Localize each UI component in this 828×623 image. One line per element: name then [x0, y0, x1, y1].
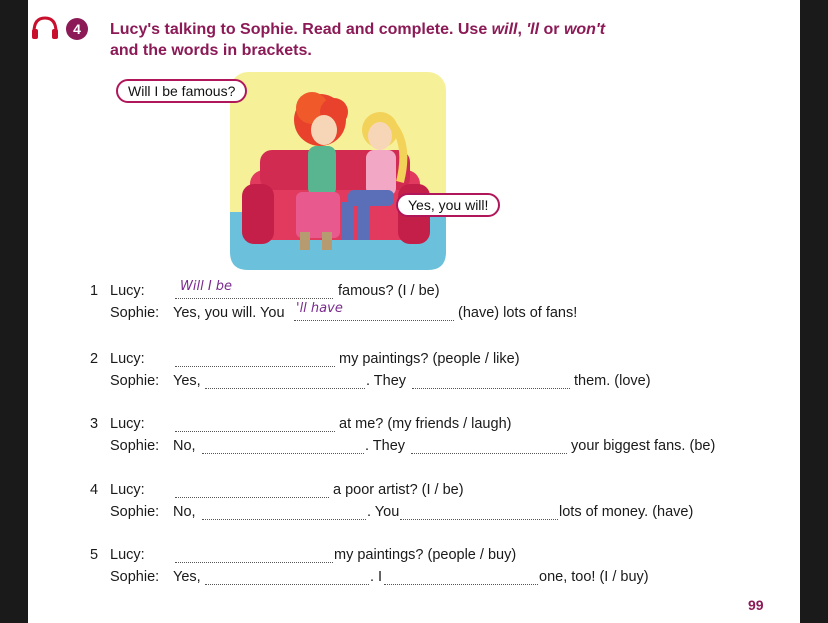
- answer-blank[interactable]: [384, 570, 538, 585]
- exercise-number: 4: [73, 21, 81, 37]
- item-number: 3: [90, 416, 99, 432]
- lucy-prompt: my paintings? (people / buy): [334, 547, 517, 563]
- lucy-prompt: a poor artist? (I / be): [333, 482, 464, 498]
- lucy-label: Lucy:: [110, 482, 145, 498]
- sophie-prompt: (have) lots of fans!: [458, 305, 578, 321]
- sophie-prompt: lots of money. (have): [559, 504, 694, 520]
- sophie-text: Yes,: [173, 373, 201, 389]
- answer-blank[interactable]: [175, 417, 335, 432]
- answer-blank[interactable]: [400, 505, 558, 520]
- item-number: 2: [90, 351, 99, 367]
- answer-blank[interactable]: [202, 439, 364, 454]
- sophie-text: Yes, you will. You: [173, 305, 285, 321]
- sophie-label: Sophie:: [110, 305, 160, 321]
- lucy-prompt: my paintings? (people / like): [339, 351, 520, 367]
- answer-blank[interactable]: [205, 374, 365, 389]
- filled-answer: Will I be: [180, 279, 233, 294]
- lucy-and-sophie-illustration: [230, 72, 446, 270]
- answer-blank[interactable]: [205, 570, 369, 585]
- instruction-line-2: and the words in brackets.: [110, 42, 312, 59]
- filled-answer: 'll have: [296, 301, 343, 316]
- answer-blank[interactable]: [202, 505, 366, 520]
- sophie-text: . I: [370, 569, 383, 585]
- lucy-label: Lucy:: [110, 547, 145, 563]
- sophie-text: No,: [173, 504, 196, 520]
- lucy-label: Lucy:: [110, 351, 145, 367]
- sophie-text: Yes,: [173, 569, 201, 585]
- sophie-text: No,: [173, 438, 196, 454]
- sophie-label: Sophie:: [110, 373, 160, 389]
- lucy-prompt: famous? (I / be): [338, 283, 440, 299]
- answer-blank[interactable]: [175, 352, 335, 367]
- lucy-label: Lucy:: [110, 416, 145, 432]
- sophie-text: . They: [366, 373, 407, 389]
- sophie-label: Sophie:: [110, 438, 160, 454]
- exercise-instruction: [110, 19, 670, 61]
- item-number: 1: [90, 283, 99, 299]
- page-number: 99: [748, 597, 764, 613]
- sophie-text: . They: [365, 438, 406, 454]
- lucy-prompt: at me? (my friends / laugh): [339, 416, 512, 432]
- item-number: 4: [90, 482, 99, 498]
- answer-blank[interactable]: [411, 439, 567, 454]
- sophie-prompt: one, too! (I / buy): [539, 569, 649, 585]
- lucy-label: Lucy:: [110, 283, 145, 299]
- answer-blank[interactable]: [412, 374, 570, 389]
- illustration: [230, 72, 446, 270]
- workbook-page: [28, 0, 800, 623]
- sophie-text: . You: [367, 504, 400, 520]
- answer-blank[interactable]: [175, 548, 333, 563]
- speech-bubble-sophie: Yes, you will!: [396, 193, 500, 217]
- speech-bubble-lucy: Will I be famous?: [116, 79, 247, 103]
- sophie-label: Sophie:: [110, 569, 160, 585]
- headphones-icon: [30, 14, 60, 40]
- sophie-prompt: them. (love): [574, 373, 651, 389]
- exercise-number-badge: [66, 18, 88, 40]
- answer-blank[interactable]: [175, 483, 329, 498]
- sophie-label: Sophie:: [110, 504, 160, 520]
- sophie-prompt: your biggest fans. (be): [571, 438, 716, 454]
- instruction-line-1: Lucy's talking to Sophie. Read and complete. Use will, 'll or won't: [110, 21, 606, 38]
- item-number: 5: [90, 547, 99, 563]
